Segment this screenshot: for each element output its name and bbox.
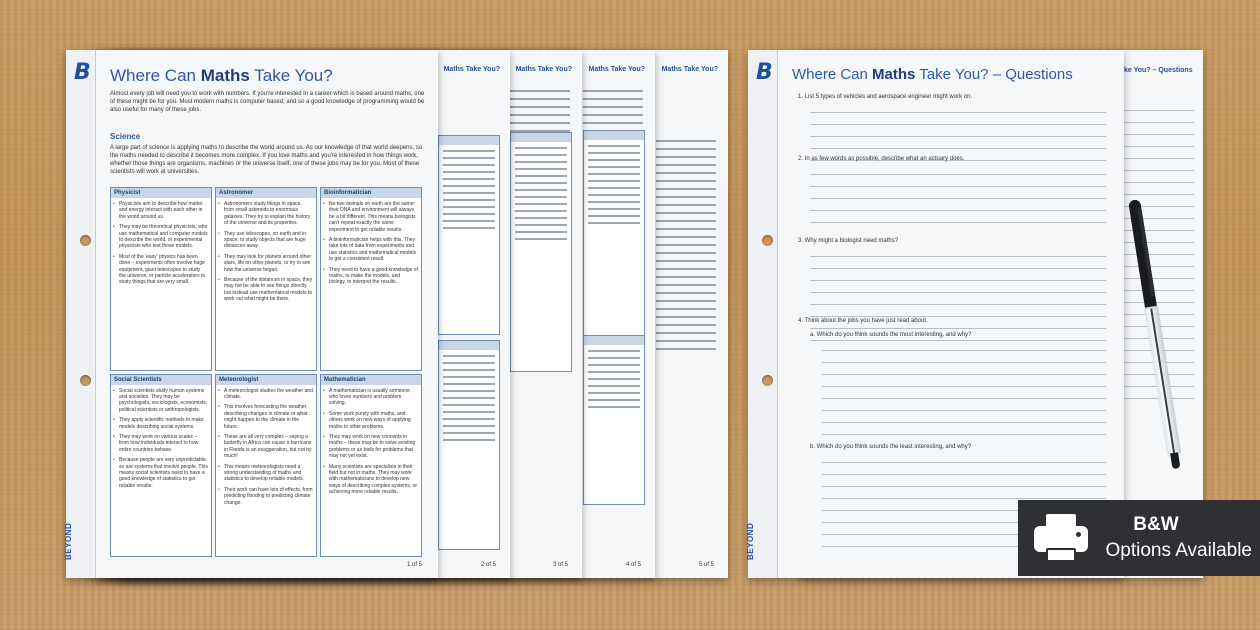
- answer-lines: [822, 350, 1106, 446]
- job-cell-bullet: • This means meteorologists need a strong understanding of maths and statistics to develop reliable models.: [224, 464, 313, 483]
- job-cell-heading: Astronomer: [216, 188, 316, 198]
- job-cell-bullet: • Some work purely with maths, and others work on new ways of applying maths to other problems.: [329, 411, 418, 430]
- job-cell-bullet: • They may be theoretical physicists, who use mathematical and computer models to describe the world, or experimental physicists who test those models.: [119, 224, 208, 250]
- answer-lines: [810, 112, 1106, 172]
- info-box: [583, 130, 645, 350]
- punch-hole: [80, 375, 91, 386]
- job-cell-bullet: • They use telescopes, on earth and in space, to study objects that are huge distances away.: [224, 231, 313, 250]
- job-cell: [215, 187, 317, 371]
- question-3: 3. Why might a biologist need maths?: [798, 238, 899, 244]
- job-cell-heading: Bioinformatician: [321, 188, 421, 198]
- job-cell-heading: Mathematician: [321, 375, 421, 385]
- page-number: 4 of 5: [625, 562, 641, 568]
- binder-strip: [66, 50, 96, 578]
- job-cell-bullet: • A meteorologist studies the weather and climate.: [224, 388, 313, 401]
- bw-options-badge: [1018, 500, 1260, 576]
- binder-strip: [748, 50, 778, 578]
- punch-hole: [762, 375, 773, 386]
- page-header: Maths Take You?: [515, 66, 572, 73]
- job-cell-bullet: • A bioinformatician helps with this. They take lots of data from experiments and use statistics and mathematical models to get a consistent result.: [329, 237, 418, 263]
- job-cell-bullet: • They need to have a good knowledge of maths, to make the models, and biology, to interpret the results.: [329, 267, 418, 286]
- questions-page: [748, 50, 1124, 578]
- text-block: [656, 140, 716, 356]
- job-cell-bullet: • This involves forecasting the weather, describing changes in climate or what might happen to the climate in the future.: [224, 404, 313, 430]
- job-cell-bullet: • Many scientists are specialists in their field but not in maths. They may work with mathematicians to develop new ways of describing complex systems, or achieving more reliable results.: [329, 464, 418, 496]
- brand-logo-icon: B: [74, 60, 91, 85]
- page-header: Maths Take You?: [661, 66, 718, 73]
- job-cell-bullet: • Because of the distances in space, they may not be able to see things directly, but instead use mathematical models to work out what might be there.: [224, 277, 313, 303]
- page-number: 5 of 5: [698, 562, 714, 568]
- intro-text: Almost every job will need you to work with numbers. If you're interested in a career which is based around maths, one of these might be for you. Most modern maths is computer based, and so a good knowledge of programming would be also useful for many of these jobs.: [110, 91, 425, 113]
- page-header: ke You? – Questions: [1124, 67, 1193, 74]
- question-4: 4. Think about the jobs you have just read about.: [798, 318, 928, 324]
- page-number: 2 of 5: [480, 562, 496, 568]
- section-text: A large part of science is applying maths to describe the world around us. As our knowledge of that world deepens, so the maths needed to describe it becomes more complex. If you love maths and you're interested in how things work, whether those things are organisms, machines or the universe itself, one of these jobs may be for you. Most of these scientists will work at universities.: [110, 145, 423, 175]
- question-2: 2. In as few words as possible, describe what an actuary does.: [798, 156, 965, 162]
- job-cell-bullet: • Astronomers study things in space, from small asteroids to enormous galaxies. They try to explain the history of the universe and its properties.: [224, 201, 313, 227]
- job-cell-bullet: • A mathematician is usually someone who loves numbers and problem solving.: [329, 388, 418, 407]
- brand-label: BEYOND: [746, 522, 755, 560]
- answer-lines: [810, 174, 1106, 234]
- info-box: [583, 335, 645, 505]
- job-cell: [110, 187, 212, 371]
- job-cell-heading: Social Scientists: [111, 375, 211, 385]
- job-cell-bullet: • They may work on new concepts in maths – these may be to solve existing problems or as tools for problems that may not yet exist.: [329, 434, 418, 460]
- job-cell-heading: Physicist: [111, 188, 211, 198]
- punch-hole: [762, 235, 773, 246]
- page-header: Maths Take You?: [588, 66, 645, 73]
- job-cell-bullet: • No two animals on earth are the same: their DNA and environment will always be a bit different. This means biologists can't repeat exactly the same experiment to get reliable results.: [329, 201, 418, 233]
- punch-hole: [80, 235, 91, 246]
- badge-title: B&W: [1133, 514, 1179, 535]
- job-cell-bullet: • Physicists aim to describe how matter and energy interact with each other in the world around us.: [119, 201, 208, 220]
- info-box: [438, 135, 500, 335]
- job-cell-bullet: • They may look for planets around other stars, life on other planets, or try to see how the universe began.: [224, 254, 313, 273]
- job-cell-bullet: • These are all very complex – saying a butterfly in Africa can cause a hurricane in Florida is an exaggeration, but not by much!: [224, 434, 313, 460]
- job-cell: [110, 374, 212, 558]
- question-4a: a. Which do you think sounds the most interesting, and why?: [810, 332, 972, 338]
- job-cell-bullet: • They may work on various scales – from how individuals interact to how entire countries behave.: [119, 434, 208, 453]
- page-title: Where Can Maths Take You?: [110, 66, 333, 85]
- worksheet-page-1: [66, 50, 438, 578]
- question-4b: b. Which do you think sounds the least interesting, and why?: [810, 444, 972, 450]
- page-number: 1 of 5: [406, 562, 422, 568]
- job-cell: [215, 374, 317, 558]
- info-box: [510, 132, 572, 372]
- info-box: [438, 340, 500, 550]
- job-cell-bullet: • Most of the 'easy' physics has been done – experiments often involve huge equipment, giant telescopes to study the universe, or particle accelerators to study things that are very small.: [119, 254, 208, 286]
- job-cell: [320, 374, 422, 558]
- job-cell-bullet: • Their work can have lots of effects, from predicting flooding to predicting climate change.: [224, 487, 313, 506]
- badge-subtitle: Options Available: [1105, 540, 1252, 561]
- page-header: Maths Take You?: [443, 66, 500, 73]
- question-1: 1. List 5 types of vehicles and aerospace engineer might work on.: [798, 94, 973, 100]
- job-table: [110, 187, 422, 557]
- page-number: 3 of 5: [552, 562, 568, 568]
- job-cell-bullet: • Because people are very unpredictable, so are systems that involve people. This means social scientists need to have a good knowledge of statistics to get reliable results.: [119, 457, 208, 489]
- section-heading: Science: [110, 132, 141, 141]
- brand-label: BEYOND: [64, 522, 73, 560]
- page-title: Where Can Maths Take You? – Questions: [792, 66, 1073, 83]
- job-cell-bullet: • Social scientists study human systems and societies. They may be psychologists, sociologists, economists, political scientists or anthropologists.: [119, 388, 208, 414]
- job-cell: [320, 187, 422, 371]
- brand-logo-icon: B: [756, 60, 773, 85]
- job-cell-bullet: • They apply scientific methods to make models describing social systems.: [119, 417, 208, 430]
- job-cell-heading: Meteorologist: [216, 375, 316, 385]
